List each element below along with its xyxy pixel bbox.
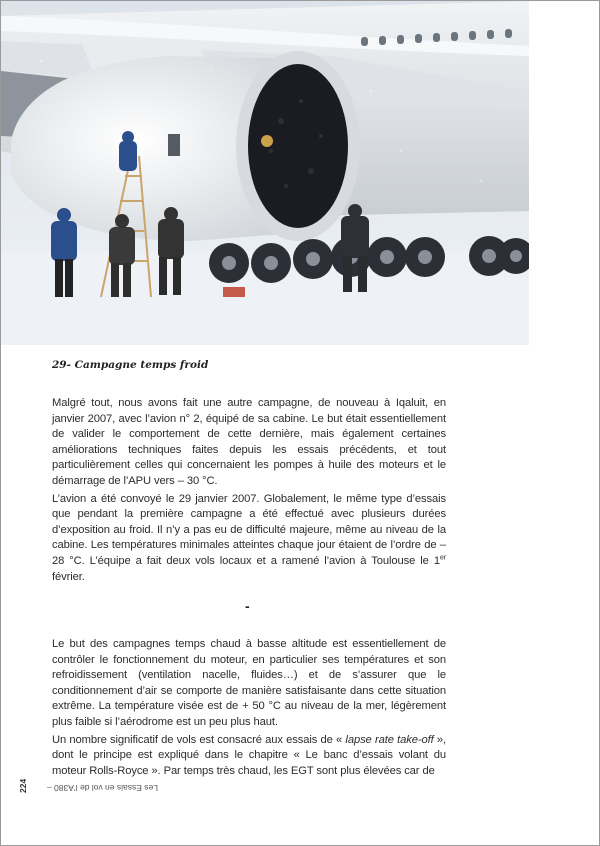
aircraft-engine-photo — [1, 1, 529, 345]
running-footer-text — [18, 778, 158, 793]
paragraph-text: Un nombre significatif de vols est consacré aux essais de « — [52, 733, 343, 746]
body-text-block-2 — [52, 637, 446, 781]
book-title: Les Essais en vol de l’A380 – — [46, 783, 158, 793]
paragraph-text: février. — [52, 570, 85, 583]
paragraph-text: L’avion a été convoyé le 29 janvier 2007. Globalement, le même type d’essais que pendant la première campagne a été effectué avec plusieurs durées d’exposition au froid. Il n’y a pas eu de difficulté majeure, même au niveau de la cabine. Les températures minimales atteintes chaque jour étaient de l’ordre de – 28 °C. L’équipe a fait deux vols locaux et a ramené l’avion à Toulouse le 1 — [52, 492, 446, 567]
figure-caption: 29- Campagne temps froid — [52, 359, 209, 371]
section-separator: - — [245, 598, 250, 614]
running-footer — [18, 653, 158, 793]
paragraph: Malgré tout, nous avons fait une autre campagne, de nouveau à Iqaluit, en janvier 2007, avec l’avion n° 2, équipé de sa cabine. Le but était essentiellement de valider le comportement de cette dernière, mais également certaines améliorations techniques faites depuis les essais précédents, et tout particulièrement celles qui concernaient les pompes à huile des moteurs et le démarrage de l’APU vers – 30 °C. — [52, 397, 446, 487]
paragraph — [52, 492, 446, 586]
paragraph-text: », dont le principe est expliqué dans le chapitre « Le banc d’essais volant du moteur Rolls-Royce ». Par temps très chaud, les EGT sont plus élevées car de — [52, 733, 447, 777]
emphasis-text: lapse rate take-off — [342, 733, 437, 746]
page-number: 224 — [18, 778, 28, 793]
paragraph — [52, 733, 446, 780]
paragraph: Le but des campagnes temps chaud à basse altitude est essentiellement de contrôler le fonctionnement du moteur, en particulier ses températures et son refroidissement (ventilation nacelle, fluides…) et de s’assurer que le conditionnement d’air se comporte de manière satisfaisante dans cette situation extrême. La température visée est de + 50 °C au niveau de la mer, légèrement plus faible si l’aérodrome est un peu plus haut. — [52, 638, 446, 728]
superscript: er — [439, 554, 446, 562]
body-text-block-1 — [52, 396, 446, 587]
